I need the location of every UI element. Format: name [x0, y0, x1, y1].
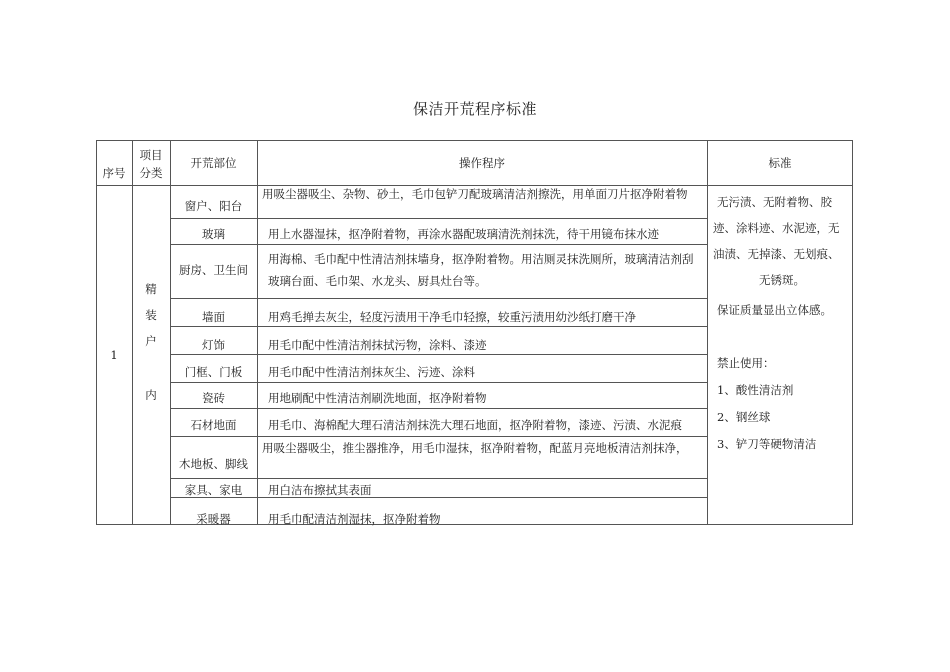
- area-cell: 石材地面: [190, 418, 237, 432]
- forbidden-item: 2、钢丝球: [717, 410, 771, 424]
- header-category-line1: 项目: [139, 148, 163, 162]
- standard-line: 迹、涂料迹、水泥迹，无: [713, 221, 840, 235]
- procedure-cell: 用毛巾配清洁剂湿抹，抠净附着物: [268, 512, 441, 526]
- category-char: 装: [145, 308, 157, 322]
- standard-line: 无污渍、无附着物、胶: [717, 195, 832, 209]
- area-cell: 窗户、阳台: [184, 199, 243, 213]
- area-cell: 墙面: [202, 310, 225, 324]
- header-area: 开荒部位: [190, 156, 237, 170]
- header-category-line2: 分类: [139, 166, 163, 180]
- area-cell: 家具、家电: [184, 483, 243, 497]
- area-cell: 厨房、卫生间: [179, 263, 248, 277]
- page-title: 保洁开荒程序标准: [412, 100, 537, 118]
- header-procedure: 操作程序: [459, 156, 505, 170]
- forbidden-item: 3、铲刀等硬物清洁: [717, 437, 817, 451]
- procedure-cell: 用吸尘器吸尘，推尘器推净，用毛巾湿抹，抠净附着物，配蓝月亮地板清洁剂抹净，: [262, 441, 688, 455]
- quality-note: 保证质量显出立体感。: [717, 303, 832, 317]
- procedure-cell: 用白洁布擦拭其表面: [268, 483, 372, 497]
- group-index: 1: [110, 348, 118, 362]
- procedure-cell: 用海棉、毛巾配中性清洁剂抹墙身，抠净附着物。用洁厕灵抹洗厕所，玻璃清洁剂刮玻璃台面、毛巾架、水龙头、厨具灶台等。: [268, 252, 694, 288]
- forbidden-title: 禁止使用：: [717, 356, 775, 370]
- category-char: 户: [145, 334, 157, 348]
- standard-line: 油渍、无掉漆、无划痕、: [713, 247, 840, 261]
- area-cell: 木地板、脚线: [179, 457, 248, 471]
- procedure-cell: 用鸡毛掸去灰尘，轻度污渍用干净毛巾轻擦，较重污渍用幼沙纸打磨干净: [268, 310, 636, 324]
- standard-line: 无锈斑。: [759, 273, 805, 287]
- header-standard: 标准: [768, 156, 792, 170]
- area-cell: 采暖器: [196, 512, 231, 526]
- procedure-cell: 用毛巾配中性清洁剂抹灰尘、污迹、涂料: [268, 365, 475, 379]
- procedure-cell: 用毛巾配中性清洁剂抹拭污物，涂料、漆迹: [268, 338, 487, 352]
- category-char: 内: [145, 388, 157, 402]
- category-char: 精: [145, 282, 157, 296]
- procedure-cell: 用吸尘器吸尘、杂物、砂土，毛巾包铲刀配玻璃清洁剂擦洗，用单面刀片抠净附着物: [262, 187, 688, 201]
- area-cell: 瓷砖: [202, 391, 225, 405]
- cleaning-standard-table: [96, 140, 853, 525]
- procedure-cell: 用地刷配中性清洁剂刷洗地面，抠净附着物: [268, 391, 487, 405]
- area-cell: 灯饰: [202, 338, 225, 352]
- area-cell: 玻璃: [202, 227, 225, 241]
- header-index: 序号: [102, 166, 126, 180]
- area-cell: 门框、门板: [184, 365, 243, 379]
- procedure-cell: 用上水器湿抹，抠净附着物，再涂水器配玻璃清洗剂抹洗，待干用镜布抹水迹: [268, 227, 659, 241]
- procedure-cell: 用毛巾、海棉配大理石清洁剂抹洗大理石地面，抠净附着物，漆迹、污渍、水泥痕: [268, 418, 682, 432]
- forbidden-item: 1、酸性清洁剂: [717, 383, 794, 397]
